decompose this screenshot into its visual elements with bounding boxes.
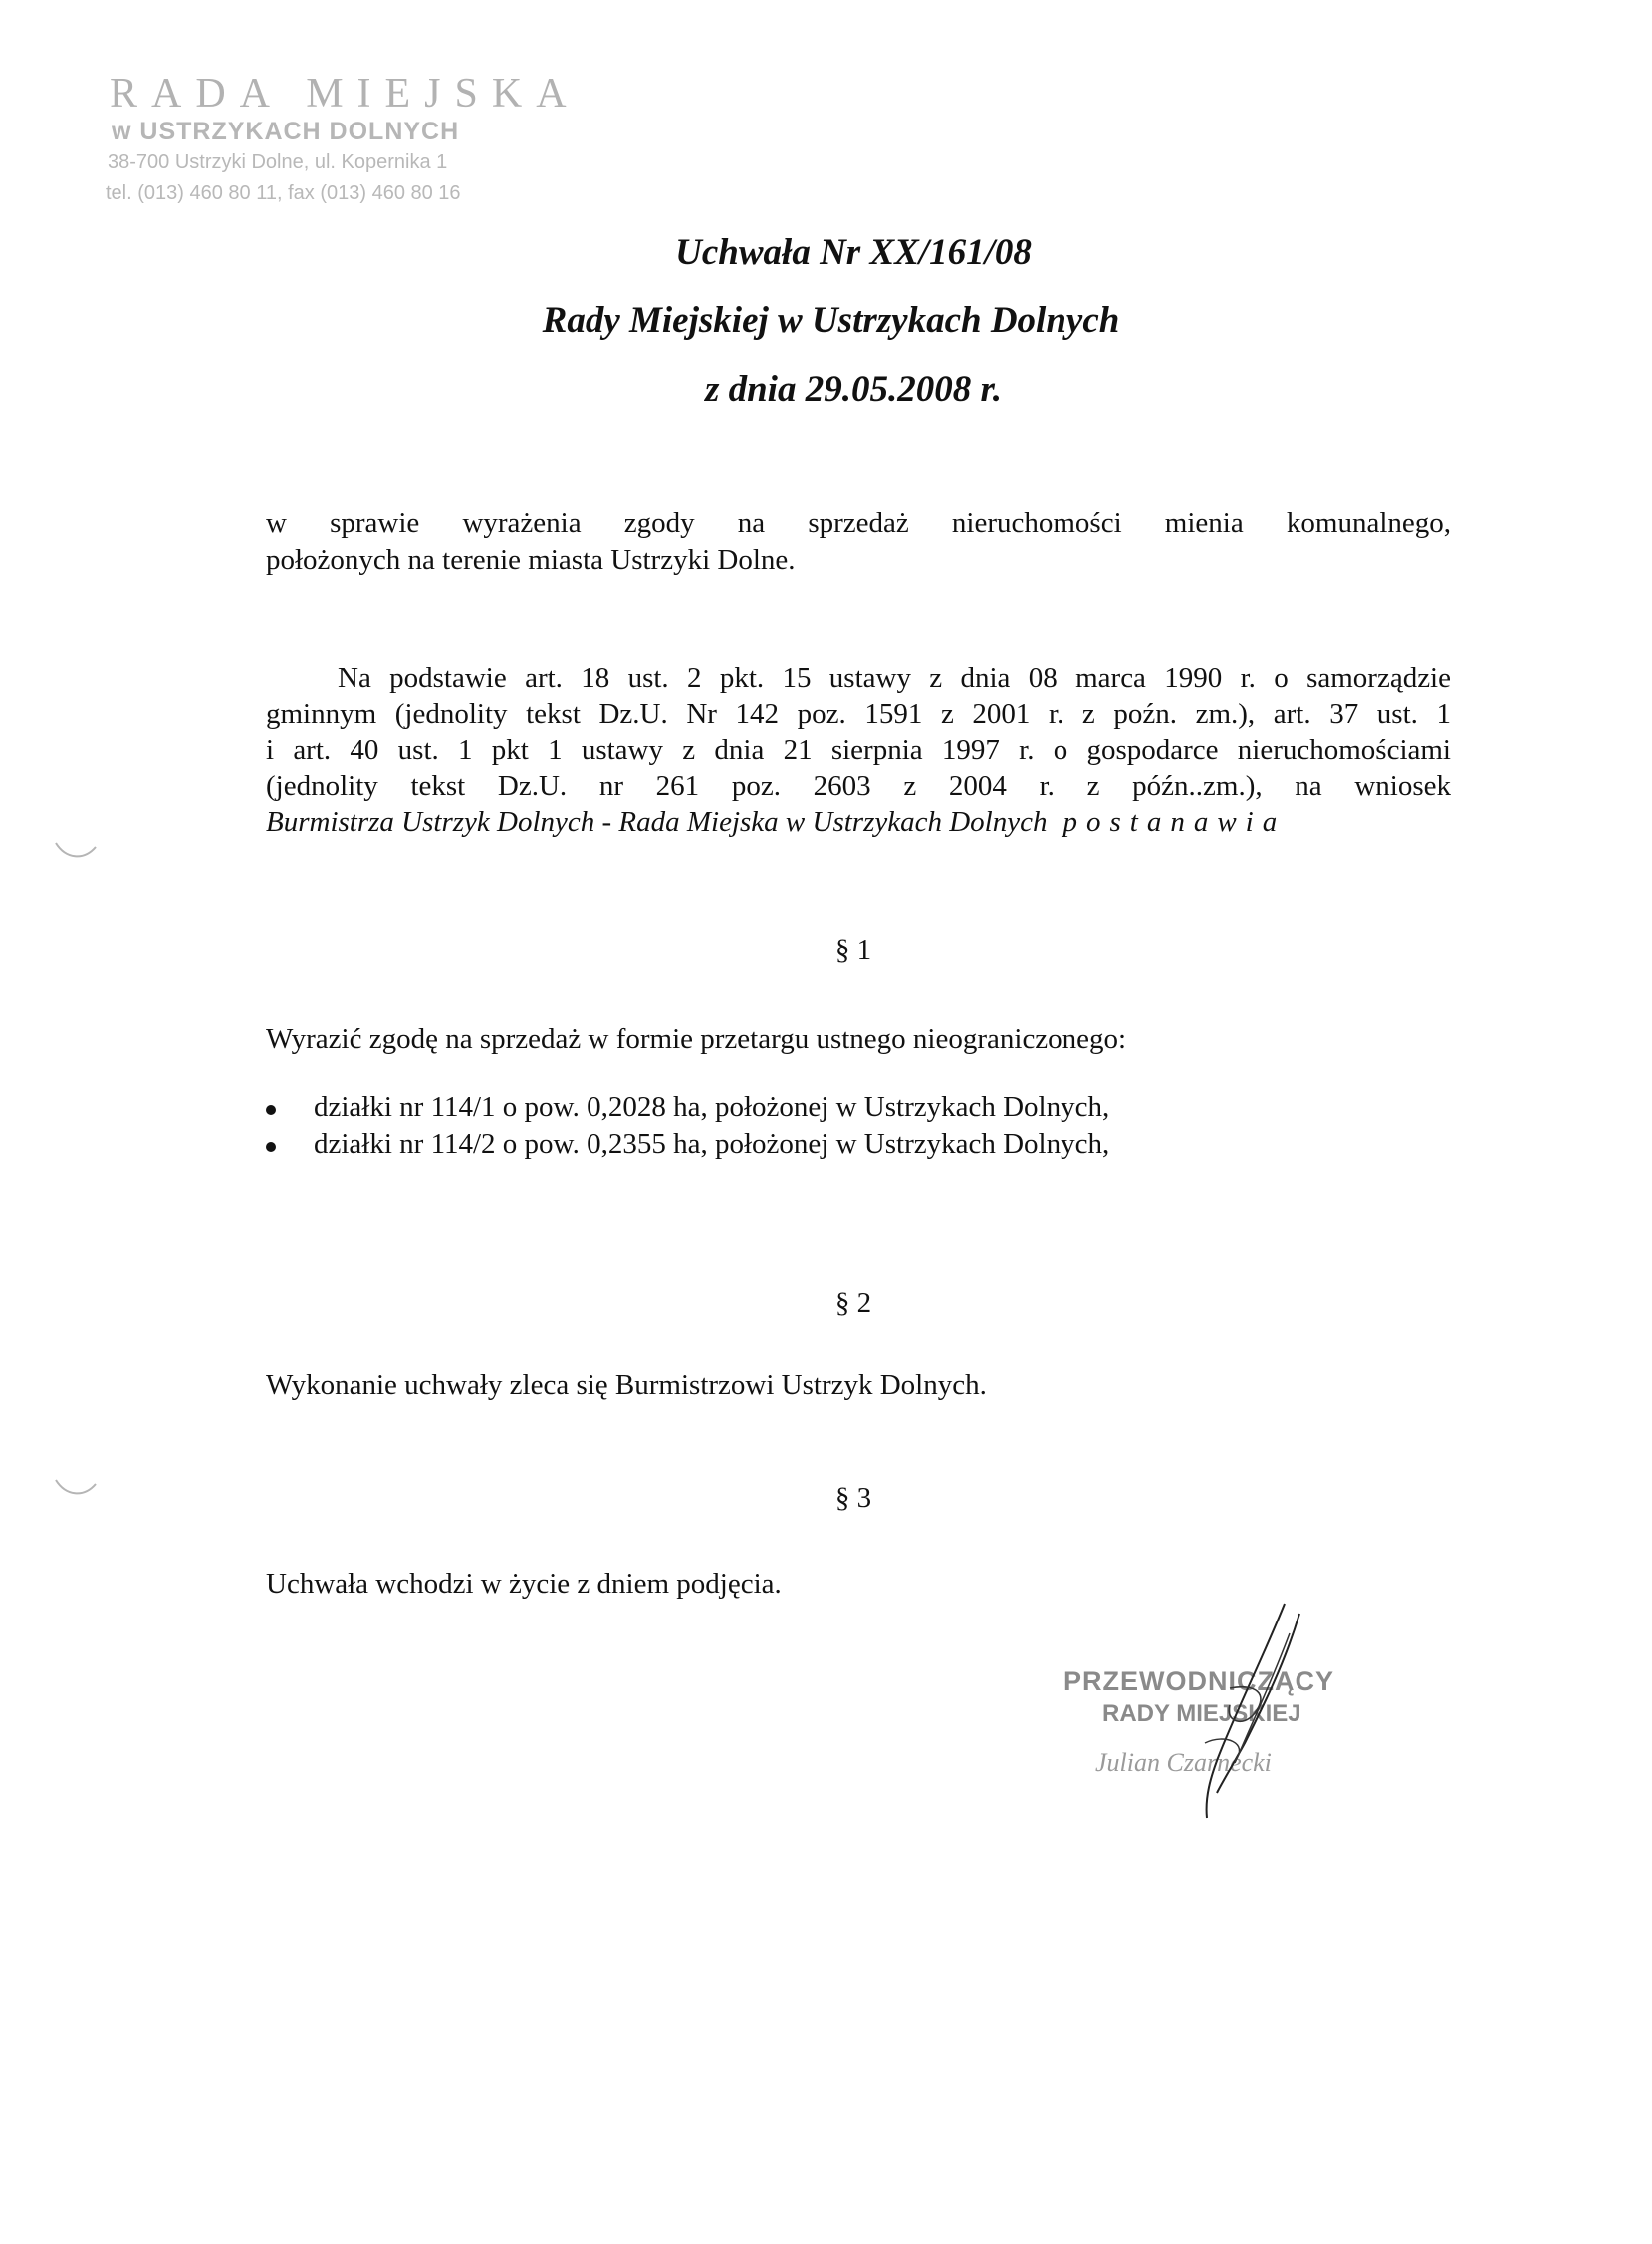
- basis-line: gminnym (jednolity tekst Dz.U. Nr 142 poz. 1591 z 2001 r. z poźn. zm.), art. 37 ust. 1: [266, 698, 1451, 730]
- bullet-icon: [266, 1105, 276, 1115]
- chairman-stamp-council: RADY MIEJSKIEJ: [1102, 1700, 1301, 1727]
- chairman-stamp-title: PRZEWODNICZĄCY: [1063, 1666, 1334, 1696]
- chairman-stamp-name: Julian Czarnecki: [1095, 1748, 1272, 1777]
- list-item: [266, 1091, 1109, 1128]
- basis-line-final: [266, 804, 1451, 840]
- handwritten-signature: [1135, 1594, 1324, 1833]
- legal-basis: [266, 660, 1451, 840]
- bullet-icon: [266, 1142, 276, 1152]
- scan-hole-mark: [52, 1472, 100, 1502]
- section-3-heading: § 3: [834, 1482, 872, 1514]
- resolution-date: z dnia 29.05.2008 r.: [704, 370, 1003, 410]
- scan-hole-mark: [52, 835, 100, 865]
- stamp-line-town: w USTRZYKACH DOLNYCH: [112, 118, 460, 145]
- section-1-intro: Wyrazić zgodę na sprzedaż w formie przetargu ustnego nieograniczonego:: [266, 1023, 1127, 1055]
- basis-line: i art. 40 ust. 1 pkt 1 ustawy z dnia 21 sierpnia 1997 r. o gospodarce nieruchomościami: [266, 734, 1451, 766]
- stamp-line-phone: tel. (013) 460 80 11, fax (013) 460 80 16: [106, 182, 461, 204]
- plot-list: [266, 1091, 1109, 1166]
- section-1-heading: § 1: [834, 934, 872, 966]
- list-item: [266, 1128, 1109, 1166]
- basis-line: Na podstawie art. 18 ust. 2 pkt. 15 ustawy z dnia 08 marca 1990 r. o samorządzie: [338, 662, 1451, 694]
- section-2-heading: § 2: [834, 1287, 872, 1319]
- resolution-subject: [266, 505, 1451, 579]
- basis-decides: postanawia: [1062, 806, 1287, 838]
- plot-item-text: działki nr 114/1 o pow. 0,2028 ha, położonej w Ustrzykach Dolnych,: [314, 1091, 1110, 1122]
- subject-line: położonych na terenie miasta Ustrzyki Dolne.: [266, 544, 796, 576]
- section-3-text: Uchwała wchodzi w życie z dniem podjęcia.: [266, 1568, 782, 1600]
- resolution-number: Uchwała Nr XX/161/08: [675, 232, 1032, 273]
- section-2-text: Wykonanie uchwały zleca się Burmistrzowi Ustrzyk Dolnych.: [266, 1370, 987, 1401]
- basis-applicant: Burmistrza Ustrzyk Dolnych - Rada Miejska w Ustrzykach Dolnych: [266, 806, 1048, 838]
- stamp-line-address: 38-700 Ustrzyki Dolne, ul. Kopernika 1: [108, 151, 448, 173]
- resolution-issuer: Rady Miejskiej w Ustrzykach Dolnych: [542, 300, 1120, 341]
- stamp-line-council: RADA MIEJSKA: [110, 71, 581, 117]
- basis-line: (jednolity tekst Dz.U. nr 261 poz. 2603 z 2004 r. z późn..zm.), na wniosek: [266, 770, 1451, 802]
- subject-line: w sprawie wyrażenia zgody na sprzedaż nieruchomości mienia komunalnego,: [266, 507, 1451, 539]
- plot-item-text: działki nr 114/2 o pow. 0,2355 ha, położonej w Ustrzykach Dolnych,: [314, 1128, 1110, 1160]
